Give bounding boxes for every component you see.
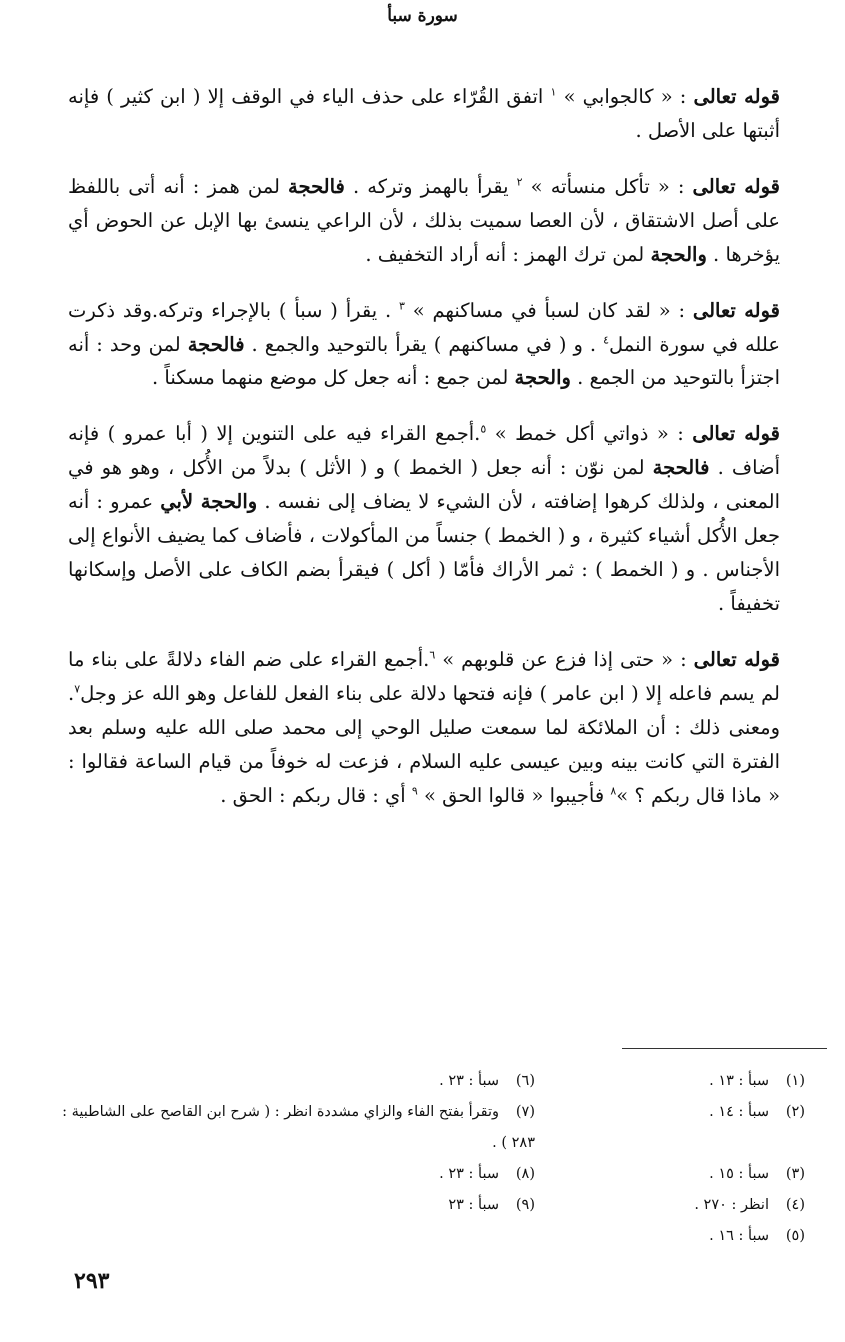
- text-run: لمن همز : أنه أتى باللفظ على أصل الاشتقاق ، لأن العصا سميت بذلك ، لأن الراعي ينسئ بها الإبل عن الحوض أي يؤخرها .: [68, 174, 780, 266]
- bold-term: فالحجة: [187, 332, 245, 356]
- footnote-number: (٨): [515, 1166, 535, 1182]
- footnote: [535, 1221, 805, 1252]
- text-run: فأجيبوا « قالوا الحق »: [417, 783, 611, 807]
- footnote: [535, 1066, 805, 1097]
- footnote-number: (٩): [515, 1197, 535, 1213]
- footnote-ref: ٥: [480, 422, 487, 436]
- footnote: [40, 1097, 535, 1159]
- footnote-ref: ٢: [516, 175, 523, 189]
- text-run: لمن وحد : أنه اجتزأ بالتوحيد من الجمع .: [68, 332, 780, 390]
- footnote-separator: [622, 1048, 827, 1049]
- text-run: اتفق القُرّاء على حذف الياء في الوقف إلا ( ابن كثير ) فإنه أثبتها على الأصل .: [68, 85, 780, 142]
- footnote-number: (٤): [785, 1197, 805, 1213]
- bold-term: والحجة: [514, 366, 571, 390]
- footnote-text: سبأ : ٢٣: [448, 1197, 499, 1213]
- paragraph-lead: قوله تعالى: [692, 298, 780, 322]
- bold-term: فالحجة: [652, 456, 710, 480]
- footnote-ref: ٧: [74, 682, 81, 696]
- footnote: [535, 1097, 805, 1159]
- footnote-text: وتقرأ بفتح الفاء والزاي مشددة انظر : ( شرح ابن القاصح على الشاطبية : ٢٨٣ ) .: [62, 1104, 535, 1151]
- text-run: أي : قال ربكم : الحق .: [220, 783, 412, 807]
- footnote-row: [40, 1066, 805, 1097]
- paragraph: [68, 294, 780, 396]
- paragraph-lead: قوله تعالى: [693, 647, 780, 671]
- text-run: : « تأكل منسأته »: [522, 174, 693, 198]
- running-head: سورة سبأ: [387, 6, 458, 26]
- footnote-ref: ٤: [603, 333, 610, 347]
- footnote-number: (١): [785, 1073, 805, 1089]
- text-run: .أجمع القراء فيه على التنوين إلا ( أبا عمرو ) فإنه أضاف .: [68, 422, 780, 480]
- footnote-text: انظر : ٢٧٠ .: [694, 1197, 769, 1213]
- footnote-row: [40, 1159, 805, 1190]
- footnotes: [40, 1066, 805, 1252]
- footnote: [40, 1221, 535, 1252]
- footnote-text: سبأ : ١٦ .: [709, 1228, 769, 1244]
- footnote-text: سبأ : ٢٣ .: [439, 1073, 499, 1089]
- footnote-number: (٢): [785, 1104, 805, 1120]
- paragraph-lead: قوله تعالى: [692, 174, 780, 198]
- footnote-text: سبأ : ١٤ .: [709, 1104, 769, 1120]
- bold-term: والحجة: [650, 242, 707, 266]
- footnote: [535, 1159, 805, 1190]
- paragraph: [68, 80, 780, 148]
- paragraph: [68, 170, 780, 272]
- footnote-row: [40, 1221, 805, 1252]
- footnote-text: سبأ : ١٥ .: [709, 1166, 769, 1182]
- text-run: . ومعنى ذلك : أن الملائكة لما سمعت صليل الوحي إلى محمد صلى الله عليه وسلم بعد الفترة التي كانت بينه وبين عيسى عليه السلام ، فزعت له خوفاً من قيام الساعة فقالوا : « ماذا قال ربكم ؟ »: [68, 681, 780, 807]
- footnote-ref: ٨: [610, 784, 617, 798]
- paragraph-lead: قوله تعالى: [692, 422, 780, 446]
- footnote-number: (٧): [515, 1104, 535, 1120]
- bold-term: والحجة لأبي: [160, 490, 258, 514]
- footnote-ref: ٦: [429, 648, 436, 662]
- footnote-number: (٣): [785, 1166, 805, 1182]
- paragraph-lead: قوله تعالى: [693, 85, 780, 108]
- text-run: لمن جمع : أنه جعل كل موضع منهما مسكناً .: [152, 366, 515, 390]
- page-number: ٢٩٣: [74, 1268, 110, 1294]
- footnote: [40, 1159, 535, 1190]
- text-run: . و ( في مساكنهم ) يقرأ بالتوحيد والجمع .: [244, 332, 604, 356]
- text-run: : « حتى إذا فزع عن قلوبهم »: [435, 647, 694, 671]
- main-text: [68, 80, 780, 835]
- text-run: لمن ترك الهمز : أنه أراد التخفيف .: [365, 242, 651, 266]
- footnote-row: [40, 1097, 805, 1159]
- footnote-ref: ٩: [411, 784, 418, 798]
- text-run: .أجمع القراء على ضم الفاء دلالةً على بناء ما لم يسم فاعله إلا ( ابن عامر ) فإنه فتحها دلالة على بناء الفعل للفاعل وهو الله عز وجل: [68, 647, 780, 705]
- footnote-text: سبأ : ١٣ .: [709, 1073, 769, 1089]
- footnote-ref: ٣: [398, 299, 405, 313]
- text-run: يقرأ بالهمز وتركه .: [344, 174, 517, 198]
- footnote-number: (٥): [785, 1228, 805, 1244]
- footnote-row: [40, 1190, 805, 1221]
- footnote: [40, 1066, 535, 1097]
- text-run: : « كالجوابي »: [556, 85, 694, 108]
- text-run: : « ذواتي أكل خمط »: [486, 422, 693, 446]
- footnote-text: سبأ : ٢٣ .: [439, 1166, 499, 1182]
- paragraph: [68, 643, 780, 813]
- text-run: عمرو : أنه جعل الأُكل أشياء كثيرة ، و ( الخمط ) جنساً من المأكولات ، فأضاف كما يضيف الأنواع إلى الأجناس . و ( الخمط ) : ثمر الأراك فأمّا ( أكل ) فيقرأ بضم الكاف على الأصل وإسكانها تخفيفاً .: [68, 490, 780, 615]
- footnote: [535, 1190, 805, 1221]
- paragraph: [68, 417, 780, 621]
- bold-term: فالحجة: [288, 174, 345, 198]
- footnote-number: (٦): [515, 1073, 535, 1089]
- footnote-ref: ١: [550, 85, 557, 99]
- footnote: [40, 1190, 535, 1221]
- text-run: . يقرأ ( سبأ ) بالإجراء وتركه.وقد ذكرت علله في سورة النمل: [68, 298, 780, 356]
- text-run: لمن نوّن : أنه جعل ( الخمط ) و ( الأثل ) بدلاً من الأُكل ، وهو هو في المعنى ، ولذلك كرهوا إضافته ، لأن الشيء لا يضاف إلى نفسه .: [68, 456, 780, 514]
- text-run: : « لقد كان لسبأ في مساكنهم »: [404, 298, 693, 322]
